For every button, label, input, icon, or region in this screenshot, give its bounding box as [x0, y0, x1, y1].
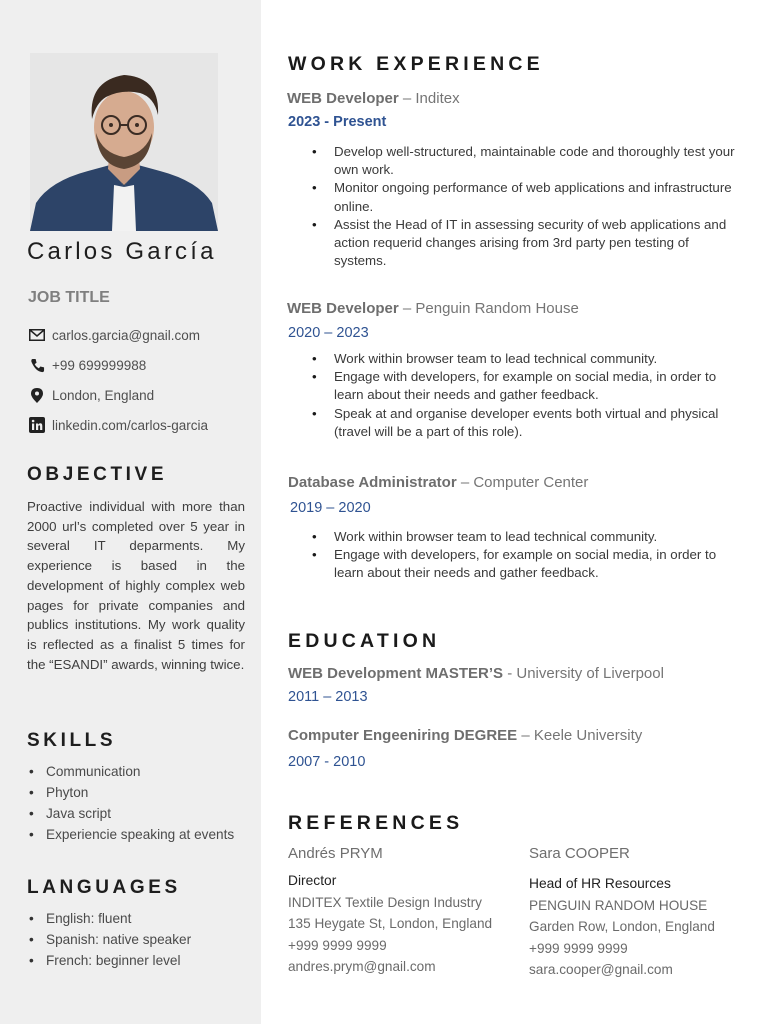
sidebar: [0, 0, 261, 1024]
job-bullets: [308, 350, 738, 441]
job-title: JOB TITLE: [28, 289, 110, 306]
profile-photo: [30, 53, 218, 231]
reference-role: Director: [288, 873, 337, 888]
contact-location-text: London, England: [52, 387, 155, 403]
reference-email[interactable]: sara.cooper@gnail.com: [529, 961, 673, 977]
language-item: • English: fluent: [27, 908, 191, 929]
candidate-name: Carlos García: [27, 238, 217, 265]
skills-list: [27, 761, 234, 845]
job-bullet: • Develop well-structured, maintainable code and thoroughly test your own work.: [308, 143, 738, 179]
contact-linkedin-text: linkedin.com/carlos-garcia: [52, 417, 209, 433]
skills-heading: SKILLS: [27, 730, 117, 751]
skill-item: • Java script: [27, 803, 234, 824]
reference-email[interactable]: andres.prym@gnail.com: [288, 958, 436, 974]
education-school: – Keele University: [517, 727, 643, 744]
objective-heading: OBJECTIVE: [27, 464, 168, 485]
reference-role: Head of HR Resources: [529, 876, 671, 891]
reference-card: [529, 843, 749, 980]
education-dates: 2011 – 2013: [288, 689, 368, 705]
job-bullet: • Engage with developers, for example on social media, in order to learn about their needs and gather feedback.: [308, 368, 738, 404]
job-bullet: • Speak at and organise developer events both virtual and physical (travel will be a part of this role).: [308, 405, 738, 441]
job-bullet: • Assist the Head of IT in assessing security of web applications and action requerid changes arising from 3rd party pen testing of systems.: [308, 216, 738, 271]
work-experience-heading: WORK EXPERIENCE: [288, 53, 544, 75]
contact-phone-text: +99 699999988: [52, 357, 147, 373]
languages-list: [27, 908, 191, 971]
contact-phone[interactable]: [28, 350, 208, 380]
main-column: [261, 0, 768, 1024]
education-heading: EDUCATION: [288, 630, 441, 652]
reference-address: Garden Row, London, England: [529, 919, 715, 935]
contact-email-text: carlos.garcia@gnail.com: [52, 327, 201, 343]
job-dates: 2019 – 2020: [290, 500, 371, 516]
references-heading: REFERENCES: [288, 812, 464, 834]
languages-heading: LANGUAGES: [27, 877, 181, 898]
reference-company: PENGUIN RANDOM HOUSE: [529, 898, 708, 913]
linkedin-icon: [28, 416, 46, 434]
skill-item: • Experiencie speaking at events: [27, 824, 234, 845]
job-role: Database Administrator: [288, 474, 457, 491]
reference-phone[interactable]: +999 9999 9999: [288, 937, 387, 953]
contact-email[interactable]: [28, 320, 208, 350]
education-degree: Computer Engeeniring DEGREE: [288, 727, 518, 744]
education-school: - University of Liverpool: [503, 665, 664, 682]
job-role: WEB Developer: [287, 90, 399, 107]
language-item: • Spanish: native speaker: [27, 929, 191, 950]
job-bullet: • Engage with developers, for example on social media, in order to learn about their needs and gather feedback.: [308, 546, 738, 582]
reference-name: Andrés PRYM: [288, 845, 383, 862]
job-dates: 2023 - Present: [288, 114, 387, 130]
skill-item: • Phyton: [27, 782, 234, 803]
job-bullet: • Monitor ongoing performance of web applications and infrastructure online.: [308, 179, 738, 215]
education-line: [288, 665, 664, 682]
job-title-line: [287, 90, 460, 107]
education-line: [288, 727, 642, 744]
contact-location: [28, 380, 208, 410]
job-bullets: [308, 143, 738, 270]
reference-address: 135 Heygate St, London, England: [288, 916, 493, 932]
objective-text: Proactive individual with more than 2000 url’s completed over 5 year in several IT deparments. My experience is based in the development of highly complex web pages for private companies and publics institutions. My work quality is reflected as a finalist 5 times for the “ESANDI” awards, winning twice.: [27, 499, 245, 672]
job-company: – Penguin Random House: [398, 300, 579, 317]
contact-list: [28, 320, 208, 440]
job-role: WEB Developer: [287, 300, 399, 317]
skill-item: • Communication: [27, 761, 234, 782]
phone-icon: [28, 356, 46, 374]
job-title-line: [287, 300, 579, 317]
reference-phone[interactable]: +999 9999 9999: [529, 940, 628, 956]
job-bullet: • Work within browser team to lead technical community.: [308, 350, 738, 368]
job-bullets: [308, 528, 738, 583]
education-degree: WEB Development MASTER’S: [288, 665, 504, 682]
job-dates: 2020 – 2023: [288, 325, 369, 341]
job-company: – Computer Center: [456, 474, 589, 491]
reference-card: [288, 843, 508, 977]
job-title-line: [288, 474, 588, 491]
job-company: – Inditex: [398, 90, 460, 107]
job-bullet: • Work within browser team to lead technical community.: [308, 528, 738, 546]
language-item: • French: beginner level: [27, 950, 191, 971]
reference-company: INDITEX Textile Design Industry: [288, 895, 482, 910]
education-dates: 2007 - 2010: [288, 754, 366, 770]
reference-name: Sara COOPER: [529, 845, 630, 862]
contact-linkedin[interactable]: [28, 410, 208, 440]
location-pin-icon: [28, 386, 46, 404]
envelope-icon: [28, 326, 46, 344]
